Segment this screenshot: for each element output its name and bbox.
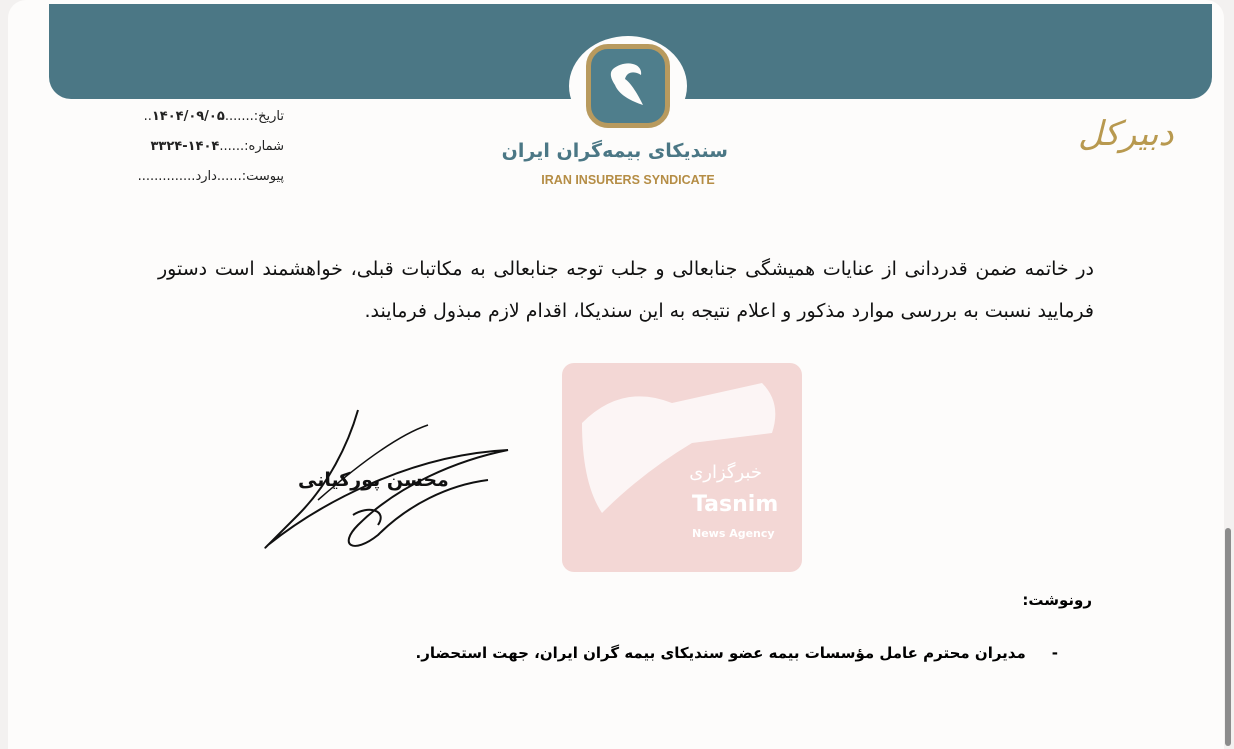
letter-body: در خاتمه ضمن قدردانی از عنایات همیشگی جنابعالی و جلب توجه جنابعالی به مکاتبات قبلی، خواهشمند است دستور فرمایید نسبت به بررسی موارد مذکور و اعلام نتیجه به این سندیکا، اقدام لازم مبذول فرمایند. [158, 258, 1094, 322]
syndicate-logo-icon [586, 44, 670, 128]
watermark-fa: خبرگزاری [689, 462, 762, 483]
letter-meta [104, 106, 284, 196]
number-row: شماره:......۱۴۰۴-۳۳۲۴ [150, 139, 284, 154]
cc-label: رونوشت: [1022, 591, 1092, 609]
date-label: تاریخ: [253, 109, 284, 124]
letter-page [8, 0, 1224, 749]
attachment-label: پیوست: [241, 169, 284, 184]
attachment-row: پیوست:......دارد.............. [137, 169, 284, 184]
date-value: ۱۴۰۴/۰۹/۰۵ [151, 109, 225, 124]
date-row: تاریخ:.......۱۴۰۴/۰۹/۰۵.. [143, 109, 284, 124]
cc-dash: - [1051, 644, 1058, 662]
org-name-en: IRAN INSURERS SYNDICATE [541, 173, 715, 187]
watermark-en: Tasnim [692, 492, 779, 517]
signatory-name: محسن پورکیانی [298, 469, 449, 491]
cc-item [308, 643, 1058, 663]
org-name-fa: سندیکای بیمه‌گران ایران [501, 140, 728, 162]
number-label: شماره: [244, 139, 284, 154]
scrollbar[interactable] [1225, 528, 1231, 746]
cc-text: مدیران محترم عامل مؤسسات بیمه عضو سندیکای بیمه گران ایران، جهت استحضار. [415, 644, 1026, 662]
attachment-value: دارد [195, 169, 217, 184]
tasnim-watermark [562, 363, 802, 572]
office-title: دبیرکل [1078, 114, 1174, 154]
watermark-en-sub: News Agency [692, 527, 775, 540]
number-value: ۱۴۰۴-۳۳۲۴ [150, 139, 220, 154]
